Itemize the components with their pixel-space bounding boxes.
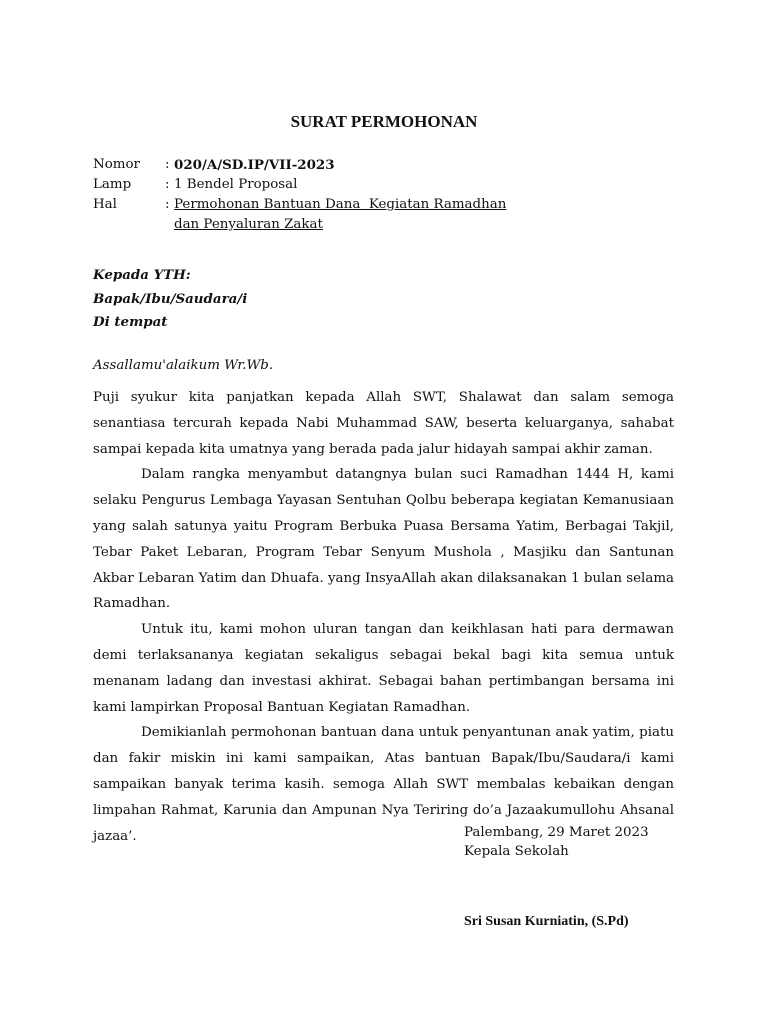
signer-name: Sri Susan Kurniatin, (S.Pd) [464,914,629,929]
hal-separator: : [165,197,170,212]
body-paragraph-2: Dalam rangka menyambut datangnya bulan suci Ramadhan 1444 H, kami selaku Pengurus Lembaga Yayasan Sentuhan Qolbu beberapa kegiatan Kemanusiaan yang salah satunya yaitu Program Berbuka Puasa Bersama Yatim, Berbagai Takjil, Tebar Paket Lebaran, Program Tebar Senyum Mushola , Masjiku dan Santunan Akbar Lebaran Yatim dan Dhuafa. yang InsyaAllah akan dilaksanakan 1 bulan selama Ramadhan. [93,467,674,612]
nomor-value: 020/A/SD.IP/VII-2023 [174,157,335,173]
recipient-line-1: Kepada YTH: [93,267,191,283]
letter-body [93,385,674,849]
letter-meta [93,155,506,235]
meta-row-hal [93,195,506,215]
body-paragraph-1: Puji syukur kita panjatkan kepada Allah SWT, Shalawat dan salam semoga senantiasa tercurah kepada Nabi Muhammad SAW, beserta keluarganya, sahabat sampai kepada kita umatnya yang berada pada jalur hidayah sampai akhir zaman. [93,390,674,457]
closing-block [464,823,649,861]
lamp-label: Lamp [93,177,132,192]
document-title: SURAT PERMOHONAN [290,112,478,131]
nomor-label: Nomor [93,157,140,172]
place-date: Palembang, 29 Maret 2023 [464,825,649,840]
hal-label: Hal [93,197,117,212]
hal-value-line2: dan Penyaluran Zakat [174,217,323,232]
body-paragraph-3: Untuk itu, kami mohon uluran tangan dan keikhlasan hati para dermawan demi terlaksananya kegiatan sekaligus sebagai bekal bagi kita semua untuk menanam ladang dan investasi akhirat. Sebagai bahan pertimbangan bersama ini kami lampirkan Proposal Bantuan Kegiatan Ramadhan. [93,622,674,715]
greeting: Assallamu'alaikum Wr.Wb. [93,358,274,373]
nomor-separator: : [165,157,170,172]
body-paragraph-4: Demikianlah permohonan bantuan dana untuk penyantunan anak yatim, piatu dan fakir miskin ini kami sampaikan, Atas bantuan Bapak/Ibu/Saudara/i kami sampaikan banyak terima kasih. semoga Allah SWT membalas kebaikan dengan limpahan Rahmat, Karunia dan Ampunan Nya Teriring do’a Jazaakumullohu Ahsanal jazaa’. [93,725,674,844]
lamp-separator: : [165,177,170,192]
recipient-line-2: Bapak/Ibu/Saudara/i [93,290,248,307]
hal-value-line1: Permohonan Bantuan Dana Kegiatan Ramadhan [174,197,507,212]
signer-position: Kepala Sekolah [464,844,569,859]
meta-row-nomor [93,155,506,175]
meta-row-hal-cont [93,215,506,235]
lamp-value: 1 Bendel Proposal [174,177,298,192]
recipient-block [93,264,247,335]
recipient-line-3: Di tempat [93,314,168,330]
meta-row-lamp [93,175,506,195]
